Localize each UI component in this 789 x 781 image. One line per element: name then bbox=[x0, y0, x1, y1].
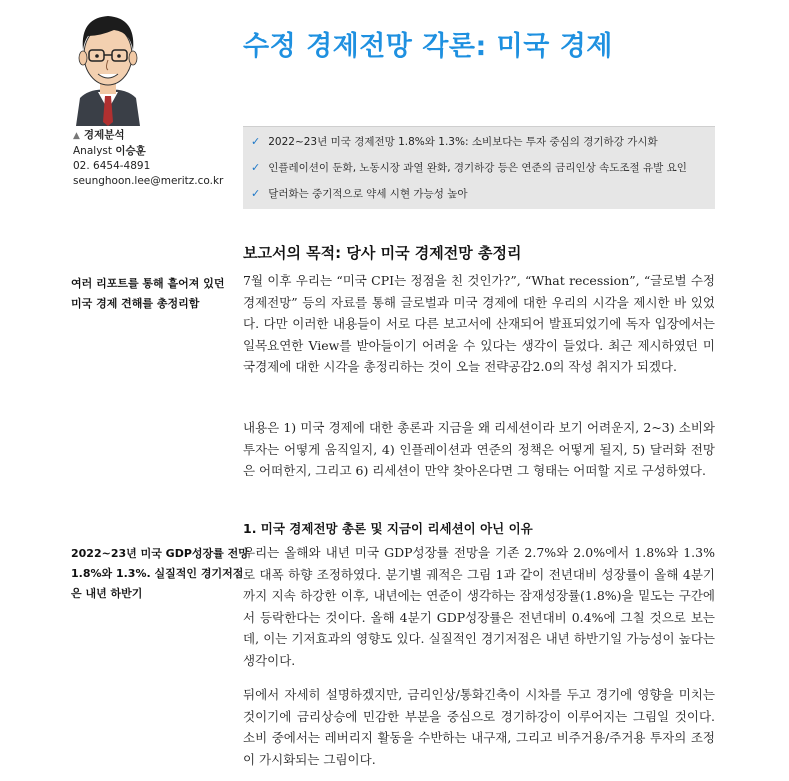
subheading-outlook: 1. 미국 경제전망 총론 및 지금이 리세션이 아닌 이유 bbox=[243, 521, 533, 536]
check-icon: ✓ bbox=[251, 187, 261, 200]
summary-item: ✓ 달러화는 중기적으로 약세 시현 가능성 높아 bbox=[251, 187, 468, 200]
paragraph-gdp-outlook: 우리는 올해와 내년 미국 GDP성장률 전망을 기존 2.7%와 2.0%에서 1.8%와 1.3%로 대폭 하향 조정하였다. 분기별 궤적은 그림 1과 같이 전년대비 성장률이 올해 4분기까지 지속 하강한 이후, 내년에는 연준이 생각하는 잠재성장률(1.8%)을 밑도는 구간에서 등락한다는 것이다. 올해 4분기 GDP성장률은 전년대비 0.4%에 그칠 것으로 보는데, 이는 기저효과의 영향도 있다. 실질적인 경기저점은 내년 하반기일 가능성이 높다는 생각이다. bbox=[243, 545, 715, 668]
paragraph-contents: 내용은 1) 미국 경제에 대한 총론과 지금을 왜 리세션이라 보기 어려운지, 2~3) 소비와 투자는 어떻게 움직일지, 4) 인플레이션과 연준의 정책은 어떻게 될지, 5) 달러화 전망은 어떠한지, 그리고 6) 리세션이 만약 찾아온다면 그 형태는 어떠할 지로 구성하였다. bbox=[243, 420, 715, 478]
triangle-icon: ▲ bbox=[73, 131, 80, 141]
analyst-phone: 02. 6454-4891 bbox=[73, 160, 151, 172]
analyst-email[interactable]: seunghoon.lee@meritz.co.kr bbox=[73, 175, 224, 187]
analyst-role: Analyst bbox=[73, 145, 112, 157]
check-icon: ✓ bbox=[251, 135, 261, 148]
analyst-name: 이승훈 bbox=[115, 145, 146, 157]
report-title: 수정 경제전망 각론: 미국 경제 bbox=[243, 31, 613, 62]
analyst-avatar bbox=[70, 10, 146, 126]
paragraph-rate-impact: 뒤에서 자세히 설명하겠지만, 금리인상/통화긴축이 시차를 두고 경기에 영향을 미치는 것이기에 금리상승에 민감한 부분을 중심으로 경기하강이 이루어지는 그림일 것이다. 소비 중에서는 레버리지 활동을 수반하는 내구재, 그리고 비주거용/주거용 투자의 조정이 가시화되는 그림이다. bbox=[243, 687, 715, 767]
analyst-info bbox=[73, 128, 223, 189]
side-note-gdp: 2022~23년 미국 GDP성장률 전망 1.8%와 1.3%. 실질적인 경기저점 은 내년 하반기 bbox=[71, 547, 249, 600]
summary-item: ✓ 인플레이션이 둔화, 노동시장 과열 완화, 경기하강 등은 연준의 금리인상 속도조절 유발 요인 bbox=[251, 161, 687, 174]
side-note-purpose: 여러 리포트를 통해 흩어져 있던 미국 경제 견해를 총정리함 bbox=[71, 277, 225, 310]
section-heading: 보고서의 목적: 당사 미국 경제전망 총정리 bbox=[243, 244, 522, 262]
analyst-department: 경제분석 bbox=[83, 129, 125, 141]
summary-box bbox=[243, 126, 715, 209]
paragraph-intro: 7월 이후 우리는 “미국 CPI는 정점을 친 것인가?”, “What recession”, “글로벌 수정 경제전망” 등의 자료를 통해 글로벌과 미국 경제에 대한 우리의 시각을 제시한 바 있었다. 다만 이러한 내용들이 서로 다른 보고서에 산재되어 발표되었기에 독자 입장에서는 일목요연한 View를 받아들이기 어려울 수 있다는 생각이 들었다. 최근 제시하였던 미국경제에 대한 시각을 총정리하는 것이 오늘 전략공감2.0의 작성 취지가 되겠다. bbox=[243, 273, 715, 374]
summary-item: ✓ 2022~23년 미국 경제전망 1.8%와 1.3%: 소비보다는 투자 중심의 경기하강 가시화 bbox=[251, 135, 658, 148]
check-icon: ✓ bbox=[251, 161, 261, 174]
